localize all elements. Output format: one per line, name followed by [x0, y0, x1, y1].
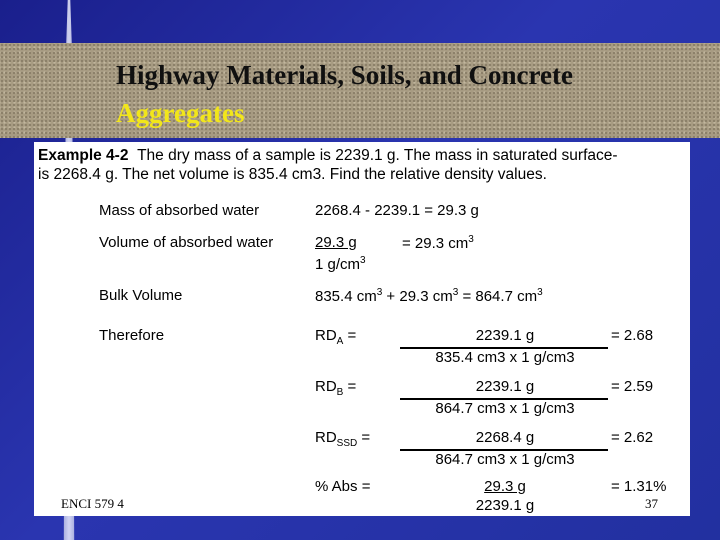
absorption-result: = 1.31% [611, 478, 667, 495]
slide-subtitle: Aggregates [116, 98, 245, 128]
example-line-2: is 2268.4 g. The net volume is 835.4 cm3. Find the relative density values. [38, 166, 547, 183]
example-intro [38, 146, 618, 184]
course-code: ENCI 579 4 [61, 496, 124, 511]
slide-title: Highway Materials, Soils, and Concrete [116, 60, 573, 90]
bulk-volume-value: 835.4 $cm^3 + 29.3$ $cm^3 = 864.7$ $cm^3$ [315, 287, 543, 305]
absorbed-mass-value: 2268.4 - 2239.1 = 29.3 g [315, 202, 479, 219]
rd-ssd-denominator: 864.7 cm3 x 1 g/cm3 [435, 451, 575, 468]
rd-ssd-result: = 2.62 [611, 429, 654, 446]
example-panel [34, 142, 690, 516]
bulk-volume-label: Bulk Volume [99, 287, 183, 304]
rd-a-denominator: 835.4 cm3 x 1 g/cm3 [435, 349, 575, 366]
rd-a-numerator: 2239.1 g [475, 327, 535, 344]
rd-a-symbol: $RD_A$ = [315, 327, 357, 347]
absorbed-volume-label: Volume of absorbed water [99, 234, 274, 251]
rd-b-denominator: 864.7 cm3 x 1 g/cm3 [435, 400, 575, 417]
page-number: 37 [645, 496, 658, 511]
example-heading: Example 4-2 [38, 147, 129, 164]
rd-b-symbol: $RD_B$ = [315, 378, 357, 398]
example-line-1: The dry mass of a sample is 2239.1 g. The mass in saturated surface- [137, 147, 618, 164]
absorbed-volume-denominator: 1 $g/cm^3$ [315, 255, 366, 273]
absorption-label: % Abs = [315, 478, 371, 495]
rd-b-numerator: 2239.1 g [475, 378, 535, 395]
rd-b-result: = 2.59 [611, 378, 654, 395]
rd-a-result: = 2.68 [611, 327, 654, 344]
absorption-denominator: 2239.1 g [475, 497, 535, 514]
absorbed-volume-result: = 29.3 $cm^3$ [402, 234, 474, 252]
rd-ssd-symbol: $RD_{SSD}$ = [315, 429, 371, 449]
rd-ssd-numerator: 2268.4 g [475, 429, 535, 446]
therefore-label: Therefore [99, 327, 165, 344]
absorbed-volume-numerator: 29.3 g [315, 234, 357, 251]
absorbed-mass-label: Mass of absorbed water [99, 202, 260, 219]
absorption-numerator: 29.3 g [484, 478, 526, 495]
